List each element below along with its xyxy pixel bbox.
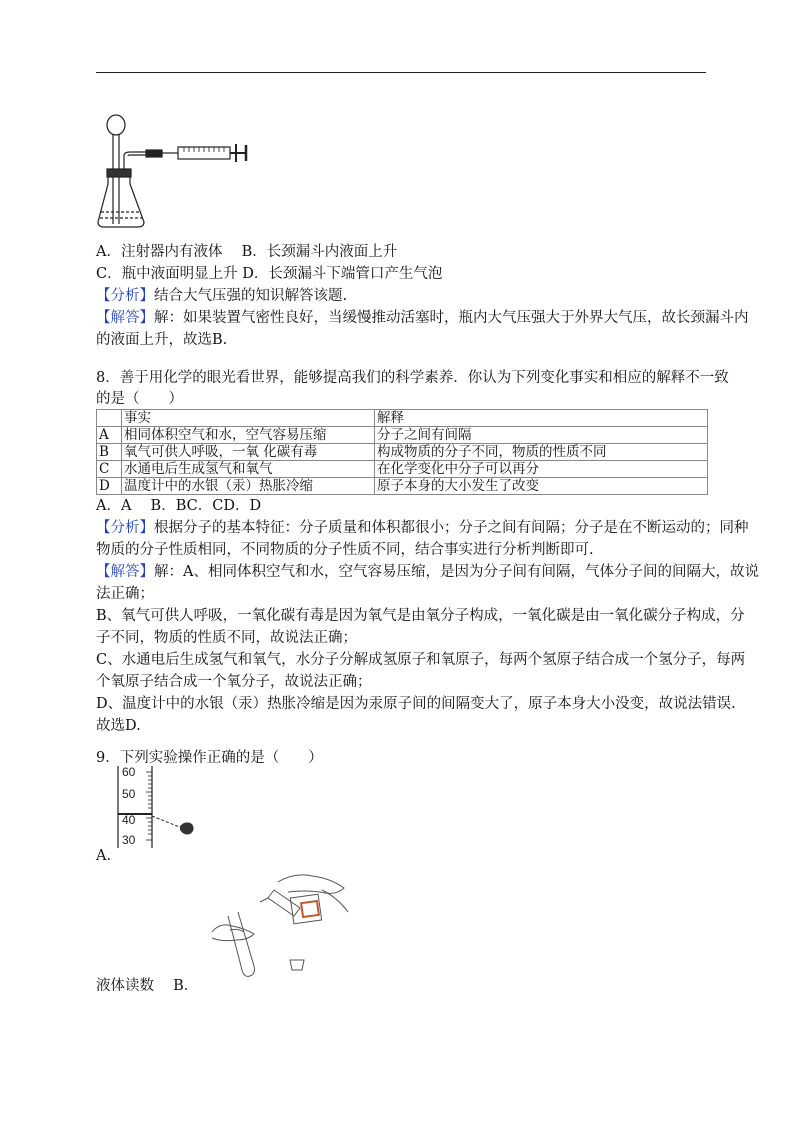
table-cell: 温度计中的水银（汞）热胀冷缩 <box>122 478 375 495</box>
eye-icon <box>180 822 194 834</box>
table-header-row <box>97 410 708 427</box>
table-cell: 原子本身的大小发生了改变 <box>375 478 708 495</box>
header-rule <box>96 72 706 73</box>
table-cell: C <box>97 461 122 478</box>
table-row <box>97 427 708 444</box>
table-row <box>97 444 708 461</box>
q8-answer-text-1: 解：A、相同体积空气和水，空气容易压缩，是因为分子间有间隔，气体分子间的间隔大，故说 <box>154 564 759 580</box>
q7-answer-line-1 <box>96 308 749 328</box>
answer-tag: 【解答】 <box>96 564 154 580</box>
table-header-cell: 事实 <box>122 410 375 427</box>
q8-answer-line-2: 法正确； <box>96 586 154 602</box>
tick-label: 50 <box>122 787 136 801</box>
table-cell: 在化学变化中分子可以再分 <box>375 461 708 478</box>
q8-options: A．A B．BC．CD．D <box>96 498 262 514</box>
tick-label: 40 <box>122 813 136 827</box>
q7-answer-text-1: 解：如果装置气密性良好，当缓慢推动活塞时，瓶内大气压强大于外界大气压，故长颈漏斗内 <box>154 310 749 326</box>
table-cell: 水通电后生成氢气和氧气 <box>122 461 375 478</box>
table-row <box>97 461 708 478</box>
q8-analysis-text-1: 根据分子的基本特征：分子质量和体积都很小；分子之间有间隔；分子是在不断运动的；同种 <box>154 520 749 536</box>
q8-stem-line-2: 的是（ ） <box>96 391 183 407</box>
table-row <box>97 478 708 495</box>
q9-option-a-caption: 液体读数 <box>96 978 154 994</box>
table-header-cell <box>97 410 122 427</box>
airtightness-apparatus-figure <box>96 112 256 234</box>
graduated-cylinder-figure <box>112 764 202 850</box>
q8-answer-line-5: C、水通电后生成氢气和氧气，水分子分解成氢原子和氧原子，每两个氢原子结合成一个氢分子，每两 <box>96 652 746 668</box>
q8-analysis-line-2: 物质的分子性质相同，不同物质的分子性质不同，结合事实进行分析判断即可. <box>96 542 594 558</box>
q8-stem-line-1: 8．善于用化学的眼光看世界，能够提高我们的科学素养．你认为下列变化事实和相应的解释不一致 <box>96 370 729 386</box>
q7-options-line-2: C．瓶中液面明显上升 D．长颈漏斗下端管口产生气泡 <box>96 266 443 282</box>
table-cell: B <box>97 444 122 461</box>
analysis-tag: 【分析】 <box>96 520 154 536</box>
q9-option-a-label: A． <box>96 848 121 864</box>
q8-answer-line-3: B、氧气可供人呼吸，一氧化碳有毒是因为氧气是由氧分子构成，一氧化碳是由一氧化碳分子构成，分 <box>96 608 745 624</box>
table-cell: 分子之间有间隔 <box>375 427 708 444</box>
tick-label: 30 <box>122 833 136 847</box>
q8-answer-line-8: 故选D. <box>96 718 141 734</box>
q9-stem: 9．下列实验操作正确的是（ ） <box>96 750 323 766</box>
q8-answer-line-7: D、温度计中的水银（汞）热胀冷缩是因为汞原子间的间隔变大了，原子本身大小没变，故说法错误. <box>96 696 736 712</box>
answer-tag: 【解答】 <box>96 310 154 326</box>
table-cell: 相同体积空气和水，空气容易压缩 <box>122 427 375 444</box>
table-cell: 构成物质的分子不同，物质的性质不同 <box>375 444 708 461</box>
pouring-liquid-figure <box>208 868 358 986</box>
q9-option-a-caption-line <box>96 976 198 996</box>
analysis-tag: 【分析】 <box>96 288 154 304</box>
q8-answer-line-6: 个氧原子结合成一个氧分子，故说法正确； <box>96 674 372 690</box>
q7-options-line-1: A．注射器内有液体 B．长颈漏斗内液面上升 <box>96 244 398 260</box>
facts-explanations-table <box>96 409 708 495</box>
tick-label: 60 <box>122 765 136 779</box>
q8-answer-line-1 <box>96 562 759 582</box>
q7-analysis-text: 结合大气压强的知识解答该题. <box>154 288 348 304</box>
table-cell: A <box>97 427 122 444</box>
q7-answer-line-2: 的液面上升，故选B. <box>96 332 228 348</box>
table-cell: 氧气可供人呼吸，一氧 化碳有毒 <box>122 444 375 461</box>
q9-option-b-label: B． <box>173 978 199 994</box>
table-header-cell: 解释 <box>375 410 708 427</box>
table-cell: D <box>97 478 122 495</box>
q7-analysis <box>96 286 347 306</box>
q8-analysis-line-1 <box>96 518 749 538</box>
q8-answer-line-4: 子不同，物质的性质不同，故说法正确； <box>96 630 357 646</box>
